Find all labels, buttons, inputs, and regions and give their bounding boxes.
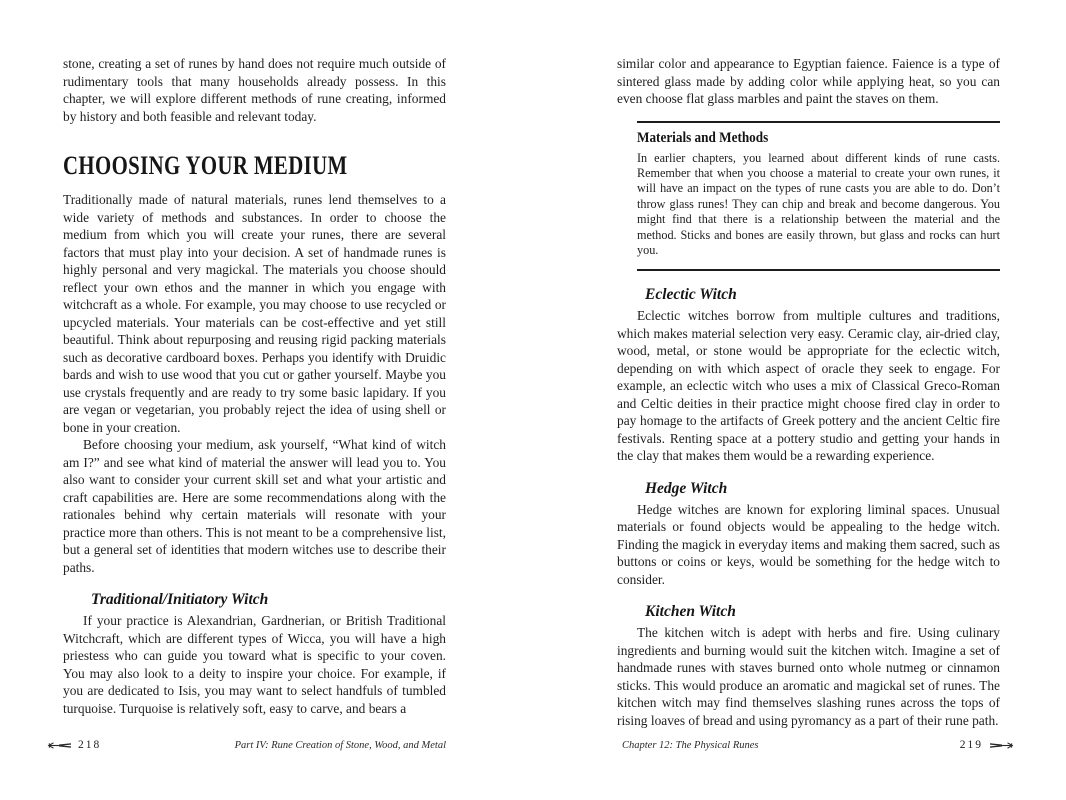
footer-left [47,737,446,753]
page-left [63,55,446,717]
paragraph: If your practice is Alexandrian, Gardnerian, or British Traditional Witchcraft, which are different types of Wicca, you will have a high priestess who can guide you toward what is specific to your coven. You may also look to a deity to inspire your choice. For example, if you are dedicated to Isis, you may want to select handfuls of tumbled turquoise. Turquoise is relatively soft, easy to carve, and bears a [63,613,446,716]
paragraph: The kitchen witch is adept with herbs and fire. Using culinary ingredients and burning would suit the kitchen witch. Imagine a set of handmade runes with staves burned onto whole nutmeg or cinnamon sticks. This would produce an aromatic and magickal set of runes. The kitchen witch may find themselves slashing runes across the tops of rising loaves of bread and using pyromancy as a part of their rune path. [617,625,1000,728]
paragraph: Before choosing your medium, ask yourself, “What kind of witch am I?” and see what kind of material the answer will lead you to. You also want to consider your current skill set and what your artistic and craft capabilities are. Here are some recommendations along with the rationales behind why certain materials will resonate with your practice more than others. This is not meant to be a comprehensive list, but a general set of identities that modern witches use to describe their paths. [63,437,446,575]
section-heading-kitchen-witch: Kitchen Witch [645,603,736,621]
paragraph: stone, creating a set of runes by hand does not require much outside of rudimentary tools that many households already possess. In this chapter, we will explore different methods of rune creating, informed by history and both feasible and relevant today. [63,56,446,124]
page-number-219: 219 [959,739,983,751]
folio-group-right [960,739,1014,751]
page-number-218: 218 [78,739,102,751]
paragraph: Eclectic witches borrow from multiple cultures and traditions, which makes material selection very easy. Ceramic clay, air-dried clay, wood, metal, or stone would be appropriate for the eclectic witch, depending on with which aspect of oracle they seek to engage. For example, an eclectic witch who uses a mix of Classical Greco-Roman and Celtic deities in their practice might choose fired clay in order to pay homage to the artifacts of Greek pottery and the ancient Celtic fire festivals. Renting space at a pottery studio and getting your hands in the clay that makes them would be a rewarding experience. [617,308,1000,464]
chapter-heading: CHOOSING YOUR MEDIUM [63,151,348,180]
section-heading-traditional-witch: Traditional/Initiatory Witch [91,591,269,608]
arrow-ornament-icon [990,741,1014,750]
sidebar-materials-and-methods [637,121,1000,272]
paragraph: Hedge witches are known for exploring liminal spaces. Unusual materials or found objects would be appealing to the hedge witch. Finding the magick in everyday items and making them sacred, such as buttons or coins or keys, would be something for the hedge witch to consider. [617,501,1000,587]
running-footer-chapter: Chapter 12: The Physical Runes [622,739,759,751]
section-heading-hedge-witch: Hedge Witch [645,479,728,497]
sidebar-heading: Materials and Methods [637,129,769,146]
footer-right [622,737,1014,753]
arrow-ornament-icon [47,741,71,750]
section-heading-eclectic-witch: Eclectic Witch [645,286,737,304]
running-footer-part: Part IV: Rune Creation of Stone, Wood, and Metal [234,739,446,751]
sidebar-body: In earlier chapters, you learned about different kinds of rune casts. Remember that when you choose a material to create your own runes, it will have an impact on the types of rune casts you are able to do. Don’t throw glass runes! They can chip and break and become dangerous. You might find that there is a relationship between the material and the method. Sticks and bones are easily thrown, but glass and rocks can hurt you. [637,150,1000,257]
paragraph: similar color and appearance to Egyptian faience. Faience is a type of sintered glass made by adding color while applying heat, so you can even choose flat glass marbles and paint the staves on them. [617,56,1000,106]
folio-group-left [47,739,101,751]
paragraph: Traditionally made of natural materials, runes lend themselves to a wide variety of methods and substances. In order to choose the medium from which you will create your runes, there are several factors that must play into your decision. A set of handmade runes is highly personal and very magickal. The materials you choose should reflect your own ethos and the manner in which you engage with witchcraft as a whole. For example, you may choose to use recycled or upcycled materials. Your materials can be cost-effective and yet still beautiful. Think about repurposing and reusing rigid packing materials such as decorative cardboard boxes. Perhaps you identify with Druidic bards and wish to use wood that you cut or gather yourself. Maybe you use crystals frequently and are ready to try some basic lapidary. If you are vegan or vegetarian, you probably reject the idea of using shell or bone in your creation. [63,192,446,435]
page-right [617,55,1000,729]
